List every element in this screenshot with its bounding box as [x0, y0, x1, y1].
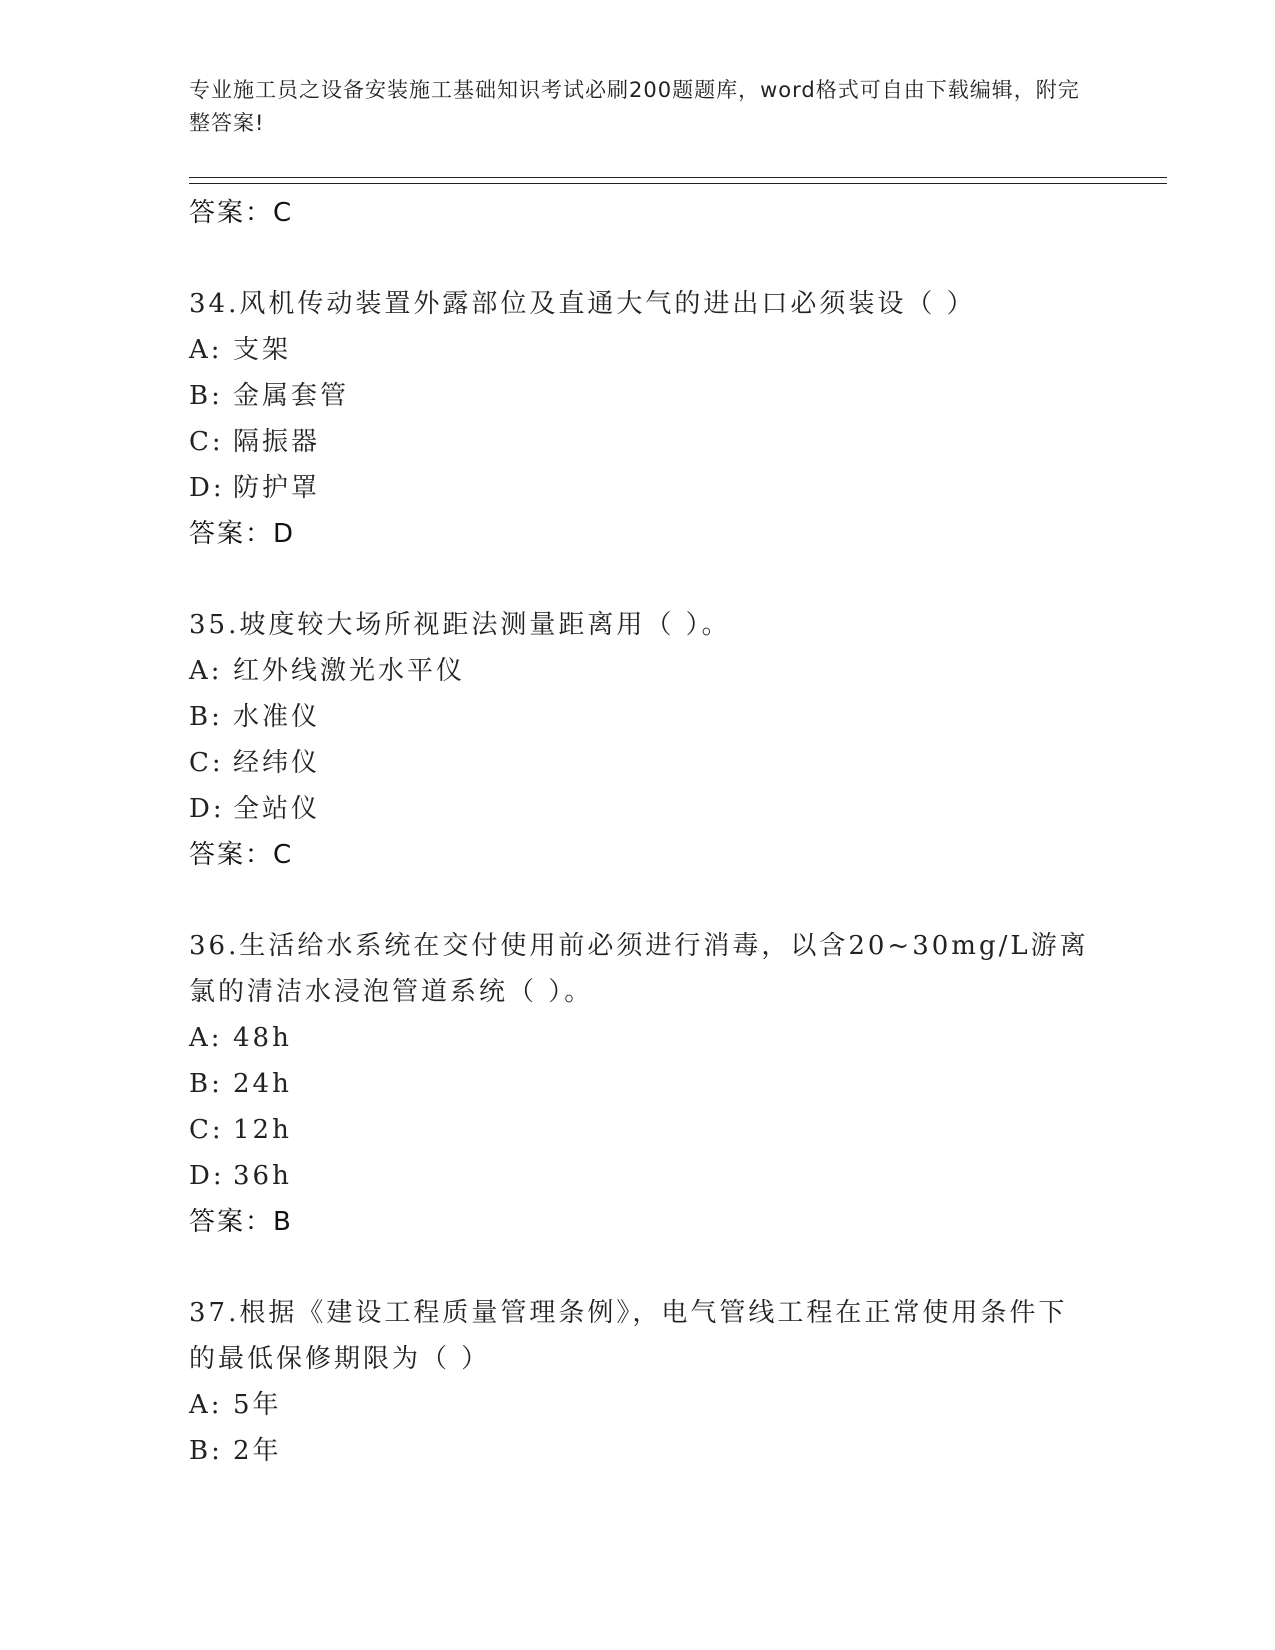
answer-line: 答案：D — [189, 519, 296, 549]
option-d — [189, 786, 1089, 832]
option-letter: A: — [189, 1390, 223, 1420]
option-letter: B: — [189, 1069, 223, 1099]
question-text: 35.坡度较大场所视距法测量距离用（ ）。 — [189, 610, 731, 640]
option-b — [189, 1428, 1089, 1474]
option-letter: B: — [189, 1436, 223, 1466]
option-d — [189, 1153, 1089, 1199]
answer-line: 答案：C — [189, 840, 294, 870]
option-c — [189, 740, 1089, 786]
option-letter: D: — [189, 794, 225, 824]
option-text: 全站仪 — [233, 794, 321, 824]
question-text: 37.根据《建设工程质量管理条例》，电气管线工程在正常使用条件下的最低保修期限为（ ） — [189, 1298, 1068, 1374]
option-letter: C: — [189, 1115, 224, 1145]
option-letter: B: — [189, 702, 223, 732]
option-a — [189, 1382, 1089, 1428]
option-text: 隔振器 — [233, 427, 321, 457]
option-text: 经纬仪 — [233, 748, 321, 778]
option-b — [189, 373, 1089, 419]
header-rule-bottom — [189, 183, 1167, 184]
option-a — [189, 1015, 1089, 1061]
option-a — [189, 327, 1089, 373]
option-letter: B: — [189, 381, 223, 411]
option-b — [189, 694, 1089, 740]
option-text: 红外线激光水平仪 — [233, 656, 466, 686]
question-35 — [189, 602, 1089, 878]
question-36 — [189, 923, 1089, 1245]
question-34 — [189, 281, 1089, 557]
option-text: 金属套管 — [233, 381, 350, 411]
option-text: 2年 — [233, 1436, 282, 1466]
option-text: 12h — [233, 1115, 292, 1145]
option-letter: A: — [189, 656, 223, 686]
option-b — [189, 1061, 1089, 1107]
option-text: 支架 — [233, 335, 292, 365]
option-letter: D: — [189, 1161, 225, 1191]
option-text: 48h — [233, 1023, 292, 1053]
option-text: 水准仪 — [233, 702, 321, 732]
option-text: 5年 — [233, 1390, 282, 1420]
option-text: 防护罩 — [233, 473, 321, 503]
question-text: 36.生活给水系统在交付使用前必须进行消毒，以含20~30mg/L游离氯的清洁水浸泡管道系统（ ）。 — [189, 931, 1089, 1007]
option-letter: A: — [189, 1023, 223, 1053]
option-a — [189, 648, 1089, 694]
document-header: 专业施工员之设备安装施工基础知识考试必刷200题题库，word格式可自由下载编辑，附完整答案! — [189, 78, 1080, 135]
header-rule-top — [189, 177, 1167, 178]
question-37 — [189, 1290, 1089, 1474]
option-letter: A: — [189, 335, 223, 365]
option-letter: C: — [189, 427, 224, 457]
option-c — [189, 1107, 1089, 1153]
question-text: 34.风机传动装置外露部位及直通大气的进出口必须装设（ ） — [189, 289, 976, 319]
option-text: 36h — [233, 1161, 292, 1191]
answer-line: 答案：C — [189, 198, 294, 228]
answer-line: 答案：B — [189, 1207, 293, 1237]
question-content — [189, 190, 1089, 1474]
option-letter: D: — [189, 473, 225, 503]
option-d — [189, 465, 1089, 511]
option-text: 24h — [233, 1069, 292, 1099]
option-letter: C: — [189, 748, 224, 778]
option-c — [189, 419, 1089, 465]
